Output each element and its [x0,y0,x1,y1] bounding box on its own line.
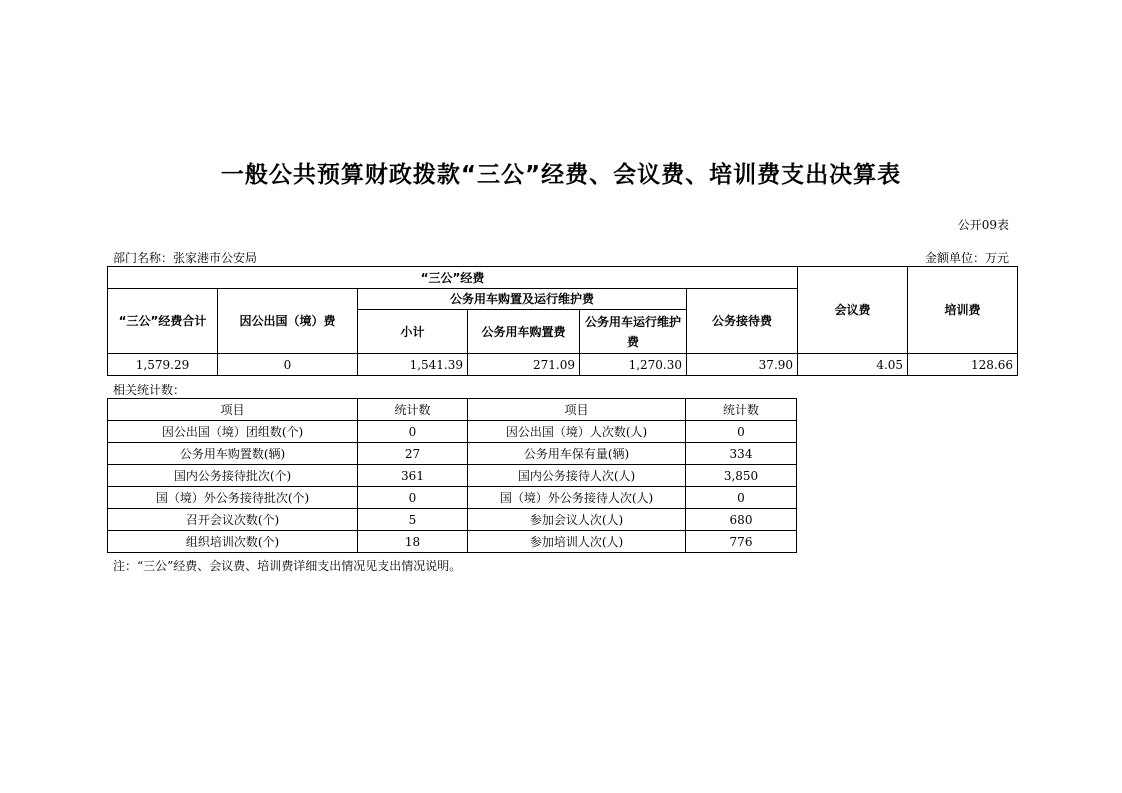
stats-count: 0 [358,421,468,443]
stats-item: 国内公务接待人次(人) [468,465,686,487]
stats-item: 组织培训次数(个) [108,531,358,553]
stats-header-item: 项目 [108,399,358,421]
stats-count: 3,850 [686,465,797,487]
amount-unit: 金额单位：万元 [924,251,1009,265]
header-vehicle-subtotal: 小计 [358,310,468,354]
stats-count: 334 [686,443,797,465]
stats-item: 国（境）外公务接待人次(人) [468,487,686,509]
stats-item: 参加培训人次(人) [468,531,686,553]
header-vehicle-purchase: 公务用车购置费 [468,310,580,354]
stats-count: 18 [358,531,468,553]
department-name: 部门名称：张家港市公安局 [113,251,258,265]
stats-item: 公务用车购置数(辆) [108,443,358,465]
footnote: 注：“三公”经费、会议费、培训费详细支出情况见支出情况说明。 [113,559,462,573]
stats-header-count: 统计数 [686,399,797,421]
stats-label: 相关统计数： [113,383,186,397]
stats-item: 公务用车保有量(辆) [468,443,686,465]
value-meeting: 4.05 [798,354,908,376]
value-sangong-total: 1,579.29 [108,354,218,376]
stats-count: 5 [358,509,468,531]
value-vehicle-subtotal: 1,541.39 [358,354,468,376]
stats-header-row [108,399,797,421]
stats-item: 召开会议次数(个) [108,509,358,531]
value-vehicle-purchase: 271.09 [468,354,580,376]
stats-count: 361 [358,465,468,487]
stats-item: 国内公务接待批次(个) [108,465,358,487]
stats-count: 0 [358,487,468,509]
stats-count: 0 [686,487,797,509]
stats-count: 0 [686,421,797,443]
header-abroad: 因公出国（境）费 [218,289,358,354]
value-reception: 37.90 [687,354,798,376]
header-sangong-total: “三公”经费合计 [108,289,218,354]
expenditure-table [107,266,1018,376]
header-sangong: “三公”经费 [108,267,798,289]
stats-count: 776 [686,531,797,553]
header-training: 培训费 [908,267,1018,354]
value-vehicle-operation: 1,270.30 [580,354,687,376]
stats-item: 因公出国（境）人次数(人) [468,421,686,443]
table-row [108,443,797,465]
stats-item: 因公出国（境）团组数(个) [108,421,358,443]
form-number: 公开09表 [957,218,1009,232]
table-row [108,421,797,443]
stats-header-item: 项目 [468,399,686,421]
table-row [108,531,797,553]
header-vehicle-operation: 公务用车运行维护费 [580,310,687,354]
stats-item: 国（境）外公务接待批次(个) [108,487,358,509]
header-meeting: 会议费 [798,267,908,354]
value-abroad: 0 [218,354,358,376]
value-training: 128.66 [908,354,1018,376]
header-reception: 公务接待费 [687,289,798,354]
stats-item: 参加会议人次(人) [468,509,686,531]
stats-count: 680 [686,509,797,531]
stats-count: 27 [358,443,468,465]
header-vehicle: 公务用车购置及运行维护费 [358,289,687,310]
table-row [108,487,797,509]
stats-table [107,398,797,553]
stats-header-count: 统计数 [358,399,468,421]
table-row [108,465,797,487]
table-row [108,509,797,531]
page-title: 一般公共预算财政拨款“三公”经费、会议费、培训费支出决算表 [220,162,902,188]
